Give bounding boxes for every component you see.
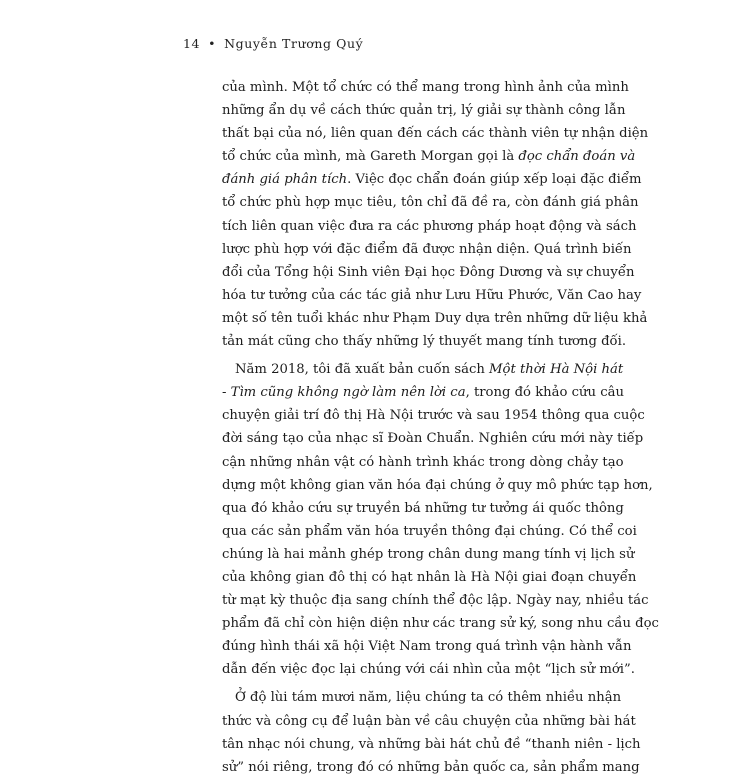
header-separator: • <box>208 36 217 51</box>
text-run: , trong đó khảo cứu câu <box>465 385 624 401</box>
text-line: chuyện giải trí đô thị Hà Nội trước và sau 1954 thông qua cuộc <box>222 408 645 424</box>
text-line: sử” nói riêng, trong đó có những bản quốc ca, sản phẩm mang <box>222 759 640 775</box>
text-line: tản mát cũng cho thấy những lý thuyết mang tính tương đối. <box>222 334 627 350</box>
text-line: những ẩn dụ về cách thức quản trị, lý giải sự thành công lẫn <box>222 103 626 119</box>
text-line: đổi của Tổng hội Sinh viên Đại học Đông Dương và sự chuyển <box>222 264 635 280</box>
author-name: Nguyễn Trương Quý <box>224 36 364 51</box>
italic-term: đánh giá phân tích <box>222 172 348 188</box>
text-line: lược phù hợp với đặc điểm đã được nhận diện. Quá trình biến <box>222 241 632 257</box>
text-line: thất bại của nó, liên quan đến cách các thành viên tự nhận diện <box>222 126 649 142</box>
text-line: tổ chức phù hợp mục tiêu, tôn chỉ đã đề ra, còn đánh giá phân <box>222 195 639 211</box>
text-line: thức và công cụ để luận bàn về câu chuyện của những bài hát <box>222 713 636 729</box>
text-line: đúng hình thái xã hội Việt Nam trong quá trình vận hành vẫn <box>222 639 632 655</box>
text-line: từ mạt kỳ thuộc địa sang chính thể độc lập. Ngày nay, nhiều tác <box>222 593 649 609</box>
body-text <box>222 76 659 779</box>
text-line: qua đó khảo cứu sự truyền bá những tư tưởng ái quốc thông <box>222 500 624 516</box>
text-line: của không gian đô thị có hạt nhân là Hà Nội giai đoạn chuyển <box>222 569 637 585</box>
paragraph-1 <box>222 76 649 353</box>
text-line: một số tên tuổi khác như Phạm Duy dựa trên những dữ liệu khả <box>222 310 648 326</box>
text-line: của mình. Một tổ chức có thể mang trong hình ảnh của mình <box>222 80 629 95</box>
text-line: tân nhạc nói chung, và những bài hát chủ đề “thanh niên - lịch <box>222 736 641 752</box>
italic-term: đọc chẩn đoán và <box>518 149 636 165</box>
text-run: . Việc đọc chẩn đoán giúp xếp loại đặc điểm <box>347 172 642 188</box>
text-line: phẩm đã chỉ còn hiện diện như các trang sử ký, song nhu cầu đọc <box>222 616 659 632</box>
paragraph-3 <box>222 686 641 778</box>
text-run: Năm 2018, tôi đã xuất bản cuốn sách <box>235 362 490 378</box>
text-line: cận những nhân vật có hành trình khác trong dòng chảy tạo <box>222 454 624 470</box>
page-number: 14 <box>183 36 201 51</box>
text-line: đời sáng tạo của nhạc sĩ Đoàn Chuẩn. Nghiên cứu mới này tiếp <box>222 431 644 447</box>
text-line: chúng là hai mảnh ghép trong chân dung mang tính vị lịch sử <box>222 546 635 562</box>
running-head <box>183 36 363 51</box>
text-line <box>222 145 636 168</box>
text-line <box>222 168 642 191</box>
italic-book-title: Một thời Hà Nội hát <box>489 362 624 378</box>
text-line: qua các sản phẩm văn hóa truyền thông đại chúng. Có thể coi <box>222 523 637 539</box>
paragraph-2 <box>222 358 659 681</box>
text-line: Ở độ lùi tám mươi năm, liệu chúng ta có thêm nhiều nhận <box>235 690 622 706</box>
text-line: tích liên quan việc đưa ra các phương pháp hoạt động và sách <box>222 218 637 234</box>
text-line: hóa tư tưởng của các tác giả như Lưu Hữu Phước, Văn Cao hay <box>222 287 642 303</box>
text-line <box>222 358 624 381</box>
italic-book-title: - Tìm cũng không ngờ làm nên lời ca <box>222 385 466 401</box>
text-line <box>222 381 624 404</box>
text-line: dựng một không gian văn hóa đại chúng ở quy mô phức tạp hơn, <box>222 477 653 493</box>
text-line: dẫn đến việc đọc lại chúng với cái nhìn của một “lịch sử mới”. <box>222 662 635 678</box>
text-run: tổ chức của mình, mà Gareth Morgan gọi là <box>222 149 519 165</box>
